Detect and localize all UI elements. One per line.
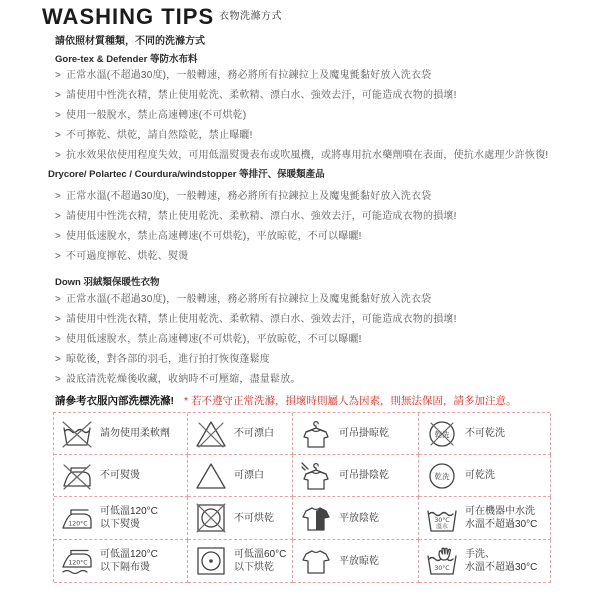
warranty-warning: * 若不遵守正常洗滌，損壞時則屬人為因素，則無法保固，請多加注意。 — [184, 395, 517, 407]
care-symbol-label — [234, 469, 264, 482]
care-symbol-no-tumble-dry — [188, 497, 293, 540]
bullet-text: 請使用中性洗衣精，禁止使用乾洗、柔軟精、漂白水、強效去汙，可能造成衣物的損壞! — [66, 314, 457, 325]
wash-temperature-text: 30°C — [434, 565, 450, 572]
care-symbol-flat-dry — [293, 540, 419, 583]
care-symbol-label-line: 不可熨燙 — [100, 470, 140, 481]
section-waterproof-fabric — [55, 54, 548, 166]
care-symbol-label-line: 平放陰乾 — [339, 512, 379, 524]
care-symbol-iron-with-cloth — [54, 540, 188, 583]
bullet-item — [55, 106, 548, 126]
care-symbol-table — [53, 412, 550, 582]
iron-with-cloth-icon — [60, 546, 94, 576]
bullet-marker: > — [55, 374, 62, 385]
bullet-text: 不可擰乾、烘乾，請自然陰乾，禁止曝曬! — [66, 130, 253, 141]
no-tumble-dry-icon — [194, 503, 228, 533]
care-symbol-label-line: 以下烘乾 — [234, 562, 274, 573]
bullet-marker: > — [55, 211, 62, 222]
bullet-item — [55, 310, 457, 330]
flat-shade-dry-icon — [299, 503, 333, 533]
bullet-marker: > — [55, 130, 62, 141]
iron-low-temp-icon — [60, 503, 94, 533]
bullet-text: 正常水溫(不超過30度)，一般轉速，務必將所有拉鍊拉上及魔鬼氈黏好放入洗衣袋 — [66, 70, 432, 81]
iron-temperature-text: 120°C — [68, 520, 88, 528]
care-symbol-label-line: 可在機器中水洗 — [465, 506, 535, 517]
dry-clean-icon — [425, 461, 459, 491]
section-heading: Down 羽絨類保暖性衣物 — [55, 277, 160, 288]
bullet-item — [55, 187, 457, 207]
flat-dry-icon — [299, 546, 333, 576]
hang-dry-icon — [299, 419, 333, 449]
care-symbol-label-line: 可低溫120°C — [100, 506, 158, 517]
care-symbol-flat-shade-dry — [293, 497, 419, 540]
care-symbol-label-line: 可漂白 — [234, 470, 264, 481]
section-heading: Drycore/ Polartec / Courdura/windstopper 等排汗、保暖類產品 — [48, 169, 325, 180]
care-symbol-label — [234, 512, 274, 525]
tumble-dry-low-icon — [194, 546, 228, 576]
bullet-marker: > — [55, 90, 62, 101]
machine-wash-icon — [425, 503, 459, 533]
bullet-marker: > — [55, 314, 62, 325]
care-symbol-hand-wash — [419, 540, 551, 583]
page-title: WASHING TIPS — [42, 4, 215, 29]
care-symbol-label — [100, 427, 170, 440]
intro-text: 請依照材質種類，不同的洗滌方式 — [55, 36, 205, 47]
care-symbol-label-line: 以下隔布燙 — [100, 562, 150, 573]
care-symbol-label — [234, 548, 286, 574]
wash-temperature-text: 30°C — [434, 517, 450, 524]
care-symbol-label-line: 不可烘乾 — [234, 512, 274, 524]
care-symbol-label — [339, 512, 379, 525]
bullet-item — [55, 146, 548, 166]
bullet-item — [55, 207, 457, 227]
dry-clean-icon-text: 乾洗 — [434, 471, 450, 481]
bullet-item — [55, 86, 548, 106]
care-symbol-label — [465, 469, 495, 482]
care-symbol-label — [100, 469, 140, 482]
bullet-marker: > — [55, 191, 62, 202]
bullet-item — [55, 126, 548, 146]
no-iron-icon — [60, 461, 94, 491]
care-symbol-hang-dry — [293, 413, 419, 455]
bullet-text: 設底清洗乾燥後收藏，收納時不可壓縮，盡量鬆放。 — [66, 374, 301, 385]
bullet-text: 使用低速脫水，禁止高速轉速(不可烘乾)，平放晾乾，不可以曝曬! — [66, 231, 362, 242]
care-symbol-label — [234, 427, 274, 440]
care-symbol-no-fabric-softener — [54, 413, 188, 455]
bullet-text: 請使用中性洗衣精，禁止使用乾洗、柔軟精、漂白水、強效去汙，可能造成衣物的損壞! — [66, 211, 457, 222]
bullet-marker: > — [55, 354, 62, 365]
care-symbol-no-iron — [54, 455, 188, 497]
bullet-item — [55, 370, 457, 390]
care-symbol-label-line: 可低溫60°C — [234, 549, 287, 560]
care-symbol-label-line: 可乾洗 — [465, 470, 495, 481]
bullet-text: 使用低速脫水，禁止高速轉速(不可烘乾)，平放晾乾，不可以曝曬! — [66, 334, 362, 345]
care-symbol-no-bleach — [188, 413, 293, 455]
care-symbol-label — [339, 555, 379, 568]
bullet-text: 請使用中性洗衣精，禁止使用乾洗、柔軟精、漂白水、強效去汙，可能造成衣物的損壞! — [66, 90, 457, 101]
bullet-text: 晾乾後，對各部的羽毛，進行拍打恢復蓬鬆度 — [66, 354, 270, 365]
no-fabric-softener-icon — [60, 419, 94, 449]
section-heading: Gore-tex & Defender 等防水布料 — [55, 54, 198, 65]
care-symbol-label — [100, 548, 158, 574]
care-symbol-label — [465, 427, 505, 440]
bullet-item — [55, 66, 548, 86]
care-symbol-label-line: 請勿使用柔軟劑 — [100, 428, 170, 439]
bullet-item — [55, 350, 457, 370]
bullet-item — [55, 227, 457, 247]
care-label-notice — [55, 395, 517, 408]
bullet-item — [55, 247, 457, 267]
care-symbol-hang-shade-dry — [293, 455, 419, 497]
bullet-item — [55, 290, 457, 310]
no-bleach-icon — [194, 419, 228, 449]
care-symbol-label-line: 可吊掛晾乾 — [339, 428, 389, 439]
care-symbol-label — [339, 427, 389, 440]
bullet-marker: > — [55, 294, 62, 305]
care-symbol-machine-wash — [419, 497, 551, 540]
care-symbol-label-line: 可低溫120°C — [100, 549, 158, 560]
care-symbol-label-line: 可吊掛陰乾 — [339, 470, 389, 481]
bleach-icon — [194, 461, 228, 491]
care-symbol-label — [100, 505, 158, 531]
care-symbol-label-line: 水溫不超過30°C — [465, 519, 538, 530]
care-symbol-no-dry-clean — [419, 413, 551, 455]
section-wicking-warm-products — [48, 169, 457, 267]
bullet-marker: > — [55, 110, 62, 121]
bullet-text: 使用一般脫水，禁止高速轉速(不可烘乾) — [66, 110, 247, 121]
notice-main: 請參考衣服內部洗標洗滌! — [55, 395, 174, 407]
care-symbol-dry-clean — [419, 455, 551, 497]
bullet-text: 正常水溫(不超過30度)，一般轉速，務必將所有拉鍊拉上及魔鬼氈黏好放入洗衣袋 — [66, 191, 432, 202]
bullet-marker: > — [55, 70, 62, 81]
bullet-item — [55, 330, 457, 350]
care-symbol-iron-low-temp — [54, 497, 188, 540]
page-subtitle: 衣物洗滌方式 — [219, 11, 282, 22]
iron-temperature-text: 120°C — [68, 559, 88, 567]
bullet-marker: > — [55, 334, 62, 345]
care-symbol-bleach — [188, 455, 293, 497]
care-symbol-label — [465, 548, 537, 574]
bullet-marker: > — [55, 150, 62, 161]
warm-water-text: 溫水 — [435, 523, 449, 531]
bullet-text: 正常水溫(不超過30度)，一般轉速，務必將所有拉鍊拉上及魔鬼氈黏好放入洗衣袋 — [66, 294, 432, 305]
hand-wash-icon — [425, 546, 459, 576]
hang-shade-dry-icon — [299, 461, 333, 491]
care-symbol-tumble-dry-low — [188, 540, 293, 583]
care-symbol-label — [465, 505, 537, 531]
care-symbol-label-line: 以下熨燙 — [100, 519, 140, 530]
no-dry-clean-icon — [425, 419, 459, 449]
care-symbol-label-line: 手洗、 — [465, 549, 495, 560]
dry-clean-icon-text: 乾洗 — [434, 429, 450, 439]
bullet-marker: > — [55, 251, 62, 262]
care-symbol-label-line: 不可乾洗 — [465, 428, 505, 439]
care-symbol-label-line: 水溫不超過30°C — [465, 562, 538, 573]
care-symbol-label-line: 不可漂白 — [234, 428, 274, 439]
section-down-garments — [55, 277, 457, 390]
bullet-text: 不可過度擰乾、烘乾、熨燙 — [66, 251, 189, 262]
bullet-text: 抗水效果依使用程度失效，可用低溫熨燙表布或吹風機，或將專用抗水藥劑噴在表面，使抗水處理少許恢復! — [66, 150, 549, 161]
care-symbol-label — [339, 469, 389, 482]
care-symbol-label-line: 平放晾乾 — [339, 555, 379, 567]
bullet-marker: > — [55, 231, 62, 242]
